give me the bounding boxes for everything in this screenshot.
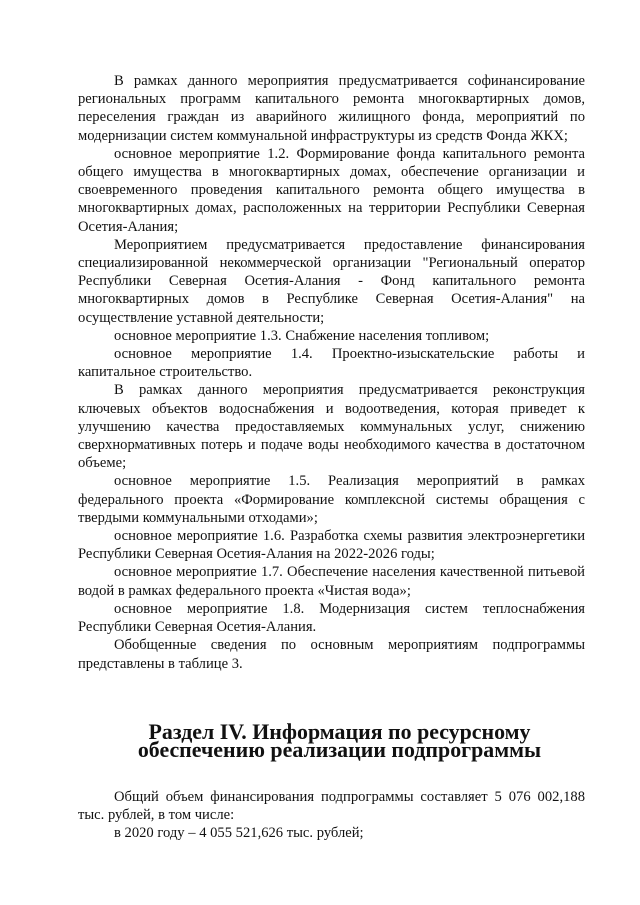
body-text-top (78, 72, 585, 673)
paragraph: основное мероприятие 1.3. Снабжение населения топливом; (114, 327, 490, 344)
paragraph: основное мероприятие 1.6. Разработка схемы развития электроэнергетики Республики Северная Осетия-Алания на 2022-2026 годы; (78, 528, 585, 563)
paragraph: Обобщенные сведения по основным мероприятиям подпрограммы представлены в таблице 3. (78, 637, 585, 672)
paragraph: Общий объем финансирования подпрограммы составляет 5 076 002,188 тыс. рублей, в том числе: (78, 788, 585, 823)
paragraph: Мероприятием предусматривается предоставление финансирования специализированной некоммерческой организации "Региональный оператор Республики Северная Осетия-Алания - Фонд капитального ремонта многоквартирных домов в Республике Северная Осетия-Алания" на осуществление уставной деятельности; (78, 236, 585, 326)
paragraph: В рамках данного мероприятия предусматривается реконструкция ключевых объектов водоснабжения и водоотведения, которая приведет к улучшению качества предоставляемых коммунальных услуг, снижению сверхнормативных потерь и подаче воды необходимого качества в достаточном объеме; (78, 382, 585, 472)
paragraph: основное мероприятие 1.8. Модернизация систем теплоснабжения Республики Северная Осетия-Алания. (78, 600, 585, 636)
paragraph: основное мероприятие 1.2. Формирование фонда капитального ремонта общего имущества в многоквартирных домах, обеспечение организации и своевременного проведения капитального ремонта общего имущества в многоквартирных домах, расположенных на территории Республики Северная Осетия-Алания; (78, 145, 585, 235)
spacer (78, 760, 585, 788)
section-heading: Раздел IV. Информация по ресурсному обеспечению реализации подпрограммы (137, 718, 542, 763)
body-text-bottom (78, 788, 585, 843)
paragraph: основное мероприятие 1.5. Реализация мероприятий в рамках федерального проекта «Формирование комплексной системы обращения с твердыми коммунальными отходами»; (78, 473, 585, 526)
paragraph: в 2020 году – 4 055 521,626 тыс. рублей; (114, 825, 364, 842)
paragraph: В рамках данного мероприятия предусматривается софинансирование региональных программ капитального ремонта многоквартирных домов, переселения граждан из аварийного жилищного фонда, мероприятий по модернизации систем коммунальной инфраструктуры из средств Фонда ЖКХ; (78, 73, 585, 144)
paragraph: основное мероприятие 1.7. Обеспечение населения качественной питьевой водой в рамках федерального проекта «Чистая вода»; (78, 564, 585, 599)
paragraph: основное мероприятие 1.4. Проектно-изыскательские работы и капитальное строительство. (78, 346, 585, 381)
